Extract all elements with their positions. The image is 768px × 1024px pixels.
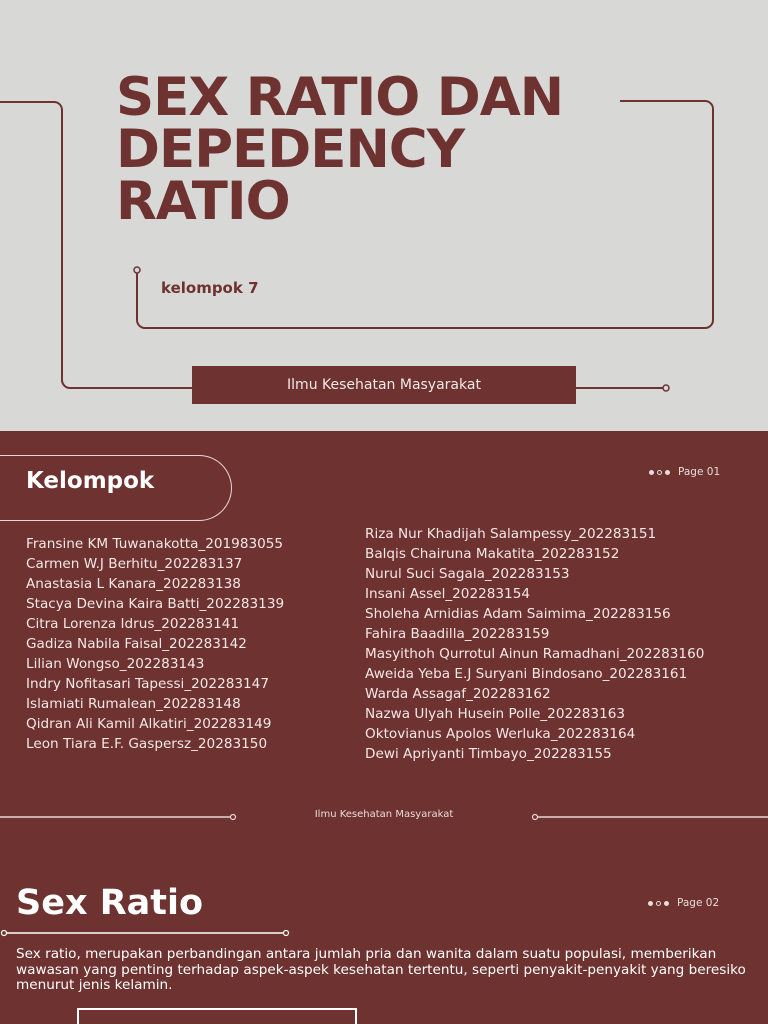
list-item: Carmen W.J Berhitu_202283137	[26, 556, 243, 572]
list-item: Fransine KM Tuwanakotta_201983055	[26, 536, 284, 552]
list-item: Leon Tiara E.F. Gaspersz_20283150	[26, 736, 268, 752]
list-item: Islamiati Rumalean_202283148	[26, 696, 241, 712]
list-item: Stacya Devina Kaira Batti_202283139	[26, 596, 285, 612]
list-item: Qidran Ali Kamil Alkatiri_202283149	[26, 716, 272, 732]
list-item: Gadiza Nabila Faisal_202283142	[26, 636, 247, 652]
list-item: Fahira Baadilla_202283159	[365, 626, 550, 642]
list-item: Anastasia L Kanara_202283138	[26, 576, 241, 592]
list-item: Balqis Chairuna Makatita_202283152	[365, 546, 620, 562]
list-item: Dewi Apriyanti Timbayo_202283155	[365, 746, 612, 762]
list-item: Sholeha Arnidias Adam Saimima_202283156	[365, 606, 671, 622]
sex-ratio-slide	[0, 851, 768, 1024]
list-item: Oktovianus Apolos Werluka_202283164	[365, 726, 636, 742]
list-item: Lilian Wongso_202283143	[26, 656, 205, 672]
list-item: Nazwa Ulyah Husein Polle_202283163	[365, 706, 626, 722]
cover-title-line: DEPEDENCY	[116, 119, 465, 180]
cover-title-line: SEX RATIO DAN	[116, 67, 564, 128]
list-item: Warda Assagaf_202283162	[365, 686, 551, 702]
list-item: Insani Assel_202283154	[365, 586, 530, 602]
page-number: Page 01	[678, 466, 721, 478]
program-banner: Ilmu Kesehatan Masyarakat	[192, 366, 576, 404]
list-item: Aweida Yeba E.J Suryani Bindosano_202283161	[365, 666, 688, 682]
list-item: Indry Nofitasari Tapessi_202283147	[26, 676, 269, 692]
members-slide	[0, 431, 768, 851]
sex-ratio-heading: Sex Ratio	[16, 883, 204, 923]
footer-divider-lines	[0, 431, 768, 851]
members-heading: Kelompok	[26, 468, 155, 494]
list-item: Nurul Suci Sagala_202283153	[365, 566, 570, 582]
list-item: Citra Lorenza Idrus_202283141	[26, 616, 240, 632]
slide-footer: Ilmu Kesehatan Masyarakat	[314, 809, 454, 820]
list-item: Masyithoh Qurrotul Ainun Ramadhani_202283160	[365, 646, 705, 662]
cover-title-line: RATIO	[116, 171, 290, 232]
group-label: kelompok 7	[161, 279, 259, 297]
cover-slide	[0, 0, 768, 431]
list-item: Riza Nur Khadijah Salampessy_202283151	[365, 526, 657, 542]
page-number: Page 02	[677, 897, 720, 909]
cover-title	[116, 67, 636, 232]
heading-underline	[0, 851, 768, 1024]
sex-ratio-description: Sex ratio, merupakan perbandingan antara jumlah pria dan wanita dalam suatu populasi, memberikan wawasan yang penting terhadap aspek-aspek kesehatan tertentu, seperti penyakit-penyakit yang beresiko menurut jenis kelamin.	[16, 946, 746, 993]
content-box-edge	[77, 1008, 357, 1024]
